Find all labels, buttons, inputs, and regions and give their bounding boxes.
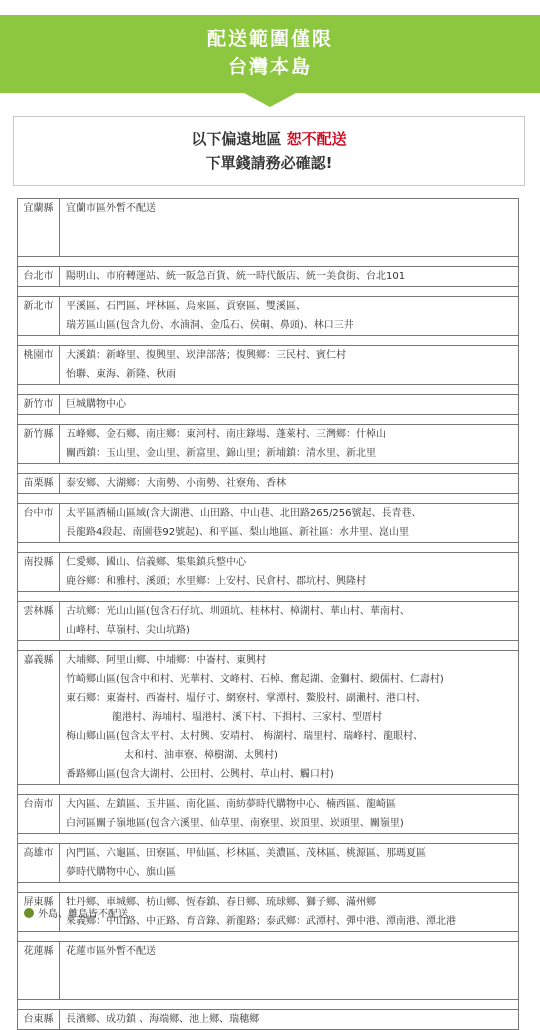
region-name: 台中市 xyxy=(18,504,60,543)
table-row xyxy=(18,474,519,494)
row-spacer-cell xyxy=(18,415,519,425)
notice-line1 xyxy=(14,127,524,151)
row-spacer xyxy=(18,1000,519,1010)
region-name: 苗栗縣 xyxy=(18,474,60,494)
detail-line: 花蓮市區外暫不配送 xyxy=(66,946,156,957)
notice-prefix: 以下偏遠地區 xyxy=(191,130,287,148)
region-details xyxy=(60,651,519,785)
detail-line: 太和村、油車寮、樟樹湖、太興村) xyxy=(124,750,278,761)
detail-line: 白河區關子嶺地區(包含六溪里、仙草里、南寮里、崁頂里、崁頭里、關嶺里) xyxy=(66,818,404,829)
region-details xyxy=(60,553,519,592)
row-spacer xyxy=(18,785,519,795)
region-details xyxy=(60,395,519,415)
table-row xyxy=(18,1010,519,1030)
region-name: 台北市 xyxy=(18,267,60,287)
detail-line: 瑞芳區山區(包含九份、水湳洞、金瓜石、侯硐、鼻頭)、林口三井 xyxy=(66,320,354,331)
detail-line: 太平區酒桶山區域(含大湖港、山田路、中山巷、北田路265/256號起、長青巷、 xyxy=(66,508,422,519)
row-spacer xyxy=(18,287,519,297)
detail-line: 陽明山、市府轉運站、統一阪急百貨、統一時代飯店、統一美食街、台北101 xyxy=(66,271,406,282)
row-spacer xyxy=(18,336,519,346)
region-name: 雲林縣 xyxy=(18,602,60,641)
row-spacer xyxy=(18,641,519,651)
row-spacer-cell xyxy=(18,543,519,553)
detail-line: 大溪鎮：新峰里、復興里、崁津部落；復興鄉：三民村、賓仁村 xyxy=(66,350,346,361)
region-name: 屏東縣 xyxy=(18,893,60,932)
bullet-dot-icon xyxy=(24,908,34,918)
region-details xyxy=(60,1010,519,1030)
table-row xyxy=(18,199,519,257)
row-spacer xyxy=(18,464,519,474)
row-spacer xyxy=(18,543,519,553)
table-row xyxy=(18,553,519,592)
region-name: 南投縣 xyxy=(18,553,60,592)
region-table xyxy=(17,198,519,1030)
banner-title xyxy=(0,25,540,81)
detail-line: 平溪區、石門區、坪林區、烏來區、貢寮區、雙溪區、 xyxy=(66,301,306,312)
detail-line: 內門區、六龜區、田寮區、甲仙區、杉林區、美濃區、茂林區、桃源區、那瑪夏區 xyxy=(66,848,426,859)
detail-line: 大內區、左鎮區、玉井區、南化區、南紡夢時代購物中心、楠西區、龍崎區 xyxy=(66,799,396,810)
row-spacer-cell xyxy=(18,932,519,942)
row-spacer-cell xyxy=(18,1000,519,1010)
detail-line: 山峰村、草嶺村、尖山坑路) xyxy=(66,625,190,636)
table-row xyxy=(18,267,519,287)
detail-line: 來義鄉：中山路、中正路、育音錄、新龍路；泰武鄉：武潭村、彈中港、潭南港、潭北港 xyxy=(66,916,456,927)
region-details xyxy=(60,942,519,1000)
row-spacer-cell xyxy=(18,834,519,844)
detail-line: 怡聯、東海、新隆、秋雨 xyxy=(66,369,176,380)
region-details xyxy=(60,504,519,543)
detail-line: 關西鎮：玉山里、金山里、新富里、錦山里；新埔鎮：清水里、新北里 xyxy=(66,448,376,459)
table-row xyxy=(18,395,519,415)
region-name: 台東縣 xyxy=(18,1010,60,1030)
region-details xyxy=(60,602,519,641)
table-row xyxy=(18,844,519,883)
region-name: 嘉義縣 xyxy=(18,651,60,785)
region-details xyxy=(60,267,519,287)
detail-line xyxy=(66,237,518,256)
row-spacer-cell xyxy=(18,785,519,795)
region-details xyxy=(60,346,519,385)
row-spacer xyxy=(18,834,519,844)
table-row xyxy=(18,425,519,464)
detail-line xyxy=(66,980,518,999)
region-details xyxy=(60,297,519,336)
row-spacer-cell xyxy=(18,287,519,297)
table-row xyxy=(18,602,519,641)
row-spacer xyxy=(18,932,519,942)
detail-line: 長龍路4段起、南園巷92號起)、和平區、梨山地區、新社區：水井里、崑山里 xyxy=(66,527,409,538)
row-spacer xyxy=(18,592,519,602)
detail-line: 泰安鄉、大湖鄉：大南勢、小南勢、社寮角、香林 xyxy=(66,478,286,489)
region-name: 台南市 xyxy=(18,795,60,834)
detail-line: 仁愛鄉、國山、信義鄉、集集鎮兵整中心 xyxy=(66,557,246,568)
region-details xyxy=(60,795,519,834)
detail-line: 龍港村、海埔村、塭港村、溪下村、下揖村、三家村、型厝村 xyxy=(112,712,382,723)
detail-line: 大埔鄉、阿里山鄉、中埔鄉：中崙村、東興村 xyxy=(66,655,266,666)
row-spacer-cell xyxy=(18,641,519,651)
row-spacer-cell xyxy=(18,494,519,504)
region-details xyxy=(60,474,519,494)
detail-line: 巨城購物中心 xyxy=(66,399,126,410)
region-details xyxy=(60,844,519,883)
table-row xyxy=(18,504,519,543)
notice-line2: 下單錢請務必確認! xyxy=(205,154,333,172)
detail-line: 牡丹鄉、車城鄉、枋山鄉、恆春鎮、春日鄉、琉球鄉、獅子鄉、滿州鄉 xyxy=(66,897,376,908)
detail-line: 番路鄉山區(包含大湖村、公田村、公興村、草山村、觸口村) xyxy=(66,769,334,780)
row-spacer xyxy=(18,385,519,395)
region-name: 桃園市 xyxy=(18,346,60,385)
detail-line: 竹崎鄉山區(包含中和村、光華村、文峰村、石棹、奮起湖、金獅村、緞儒村、仁壽村) xyxy=(66,674,444,685)
row-spacer-cell xyxy=(18,385,519,395)
detail-line xyxy=(66,961,518,980)
detail-line: 古坑鄉：光山山區(包含石仔坑、圳頭坑、桂林村、樟湖村、華山村、華南村、 xyxy=(66,606,410,617)
notice-highlight: 恕不配送 xyxy=(286,130,347,148)
row-spacer xyxy=(18,883,519,893)
footer-text: 外島、離島皆不配送 xyxy=(38,909,128,920)
notice-box xyxy=(13,116,525,186)
row-spacer xyxy=(18,494,519,504)
region-name: 宜蘭縣 xyxy=(18,199,60,257)
table-row xyxy=(18,346,519,385)
detail-line: 東石鄉：東崙村、西崙村、塭仔寸、網寮村、掌潭村、鰲股村、副瀨村、港口村、 xyxy=(66,693,426,704)
region-name: 新北市 xyxy=(18,297,60,336)
row-spacer-cell xyxy=(18,336,519,346)
row-spacer-cell xyxy=(18,257,519,267)
row-spacer xyxy=(18,257,519,267)
row-spacer-cell xyxy=(18,883,519,893)
row-spacer-cell xyxy=(18,592,519,602)
region-name: 新竹市 xyxy=(18,395,60,415)
table-row xyxy=(18,942,519,1000)
table-row xyxy=(18,651,519,785)
detail-line xyxy=(66,218,518,237)
row-spacer xyxy=(18,415,519,425)
region-name: 花蓮縣 xyxy=(18,942,60,1000)
detail-line: 鹿谷鄉：和雅村、溪頭；水里鄉：上安村、民倉村、郡坑村、興隆村 xyxy=(66,576,366,587)
row-spacer-cell xyxy=(18,464,519,474)
banner-line1: 配送範圍僅限 xyxy=(206,28,333,50)
banner-arrow xyxy=(244,93,296,107)
region-name: 新竹縣 xyxy=(18,425,60,464)
detail-line: 夢時代購物中心、旗山區 xyxy=(66,867,176,878)
table-row xyxy=(18,795,519,834)
detail-line: 梅山鄉山區(包含太平村、太村興、安靖村、 梅湖村、瑞里村、瑞峰村、龍眼村、 xyxy=(66,731,424,742)
footer-note xyxy=(24,907,128,923)
detail-line: 長濱鄉、成功鎮 、海端鄉、池上鄉、瑞穗鄉 xyxy=(66,1014,260,1025)
region-details xyxy=(60,893,519,932)
region-details xyxy=(60,425,519,464)
banner-line2: 台灣本島 xyxy=(227,56,312,78)
table-row xyxy=(18,297,519,336)
detail-line: 宜蘭市區外暫不配送 xyxy=(66,203,156,214)
detail-line: 五峰鄉、金石鄉、南庄鄉：東河村、南庄錄場、蓬萊村、三灣鄉：什棹山 xyxy=(66,429,386,440)
region-name: 高雄市 xyxy=(18,844,60,883)
region-details xyxy=(60,199,519,257)
